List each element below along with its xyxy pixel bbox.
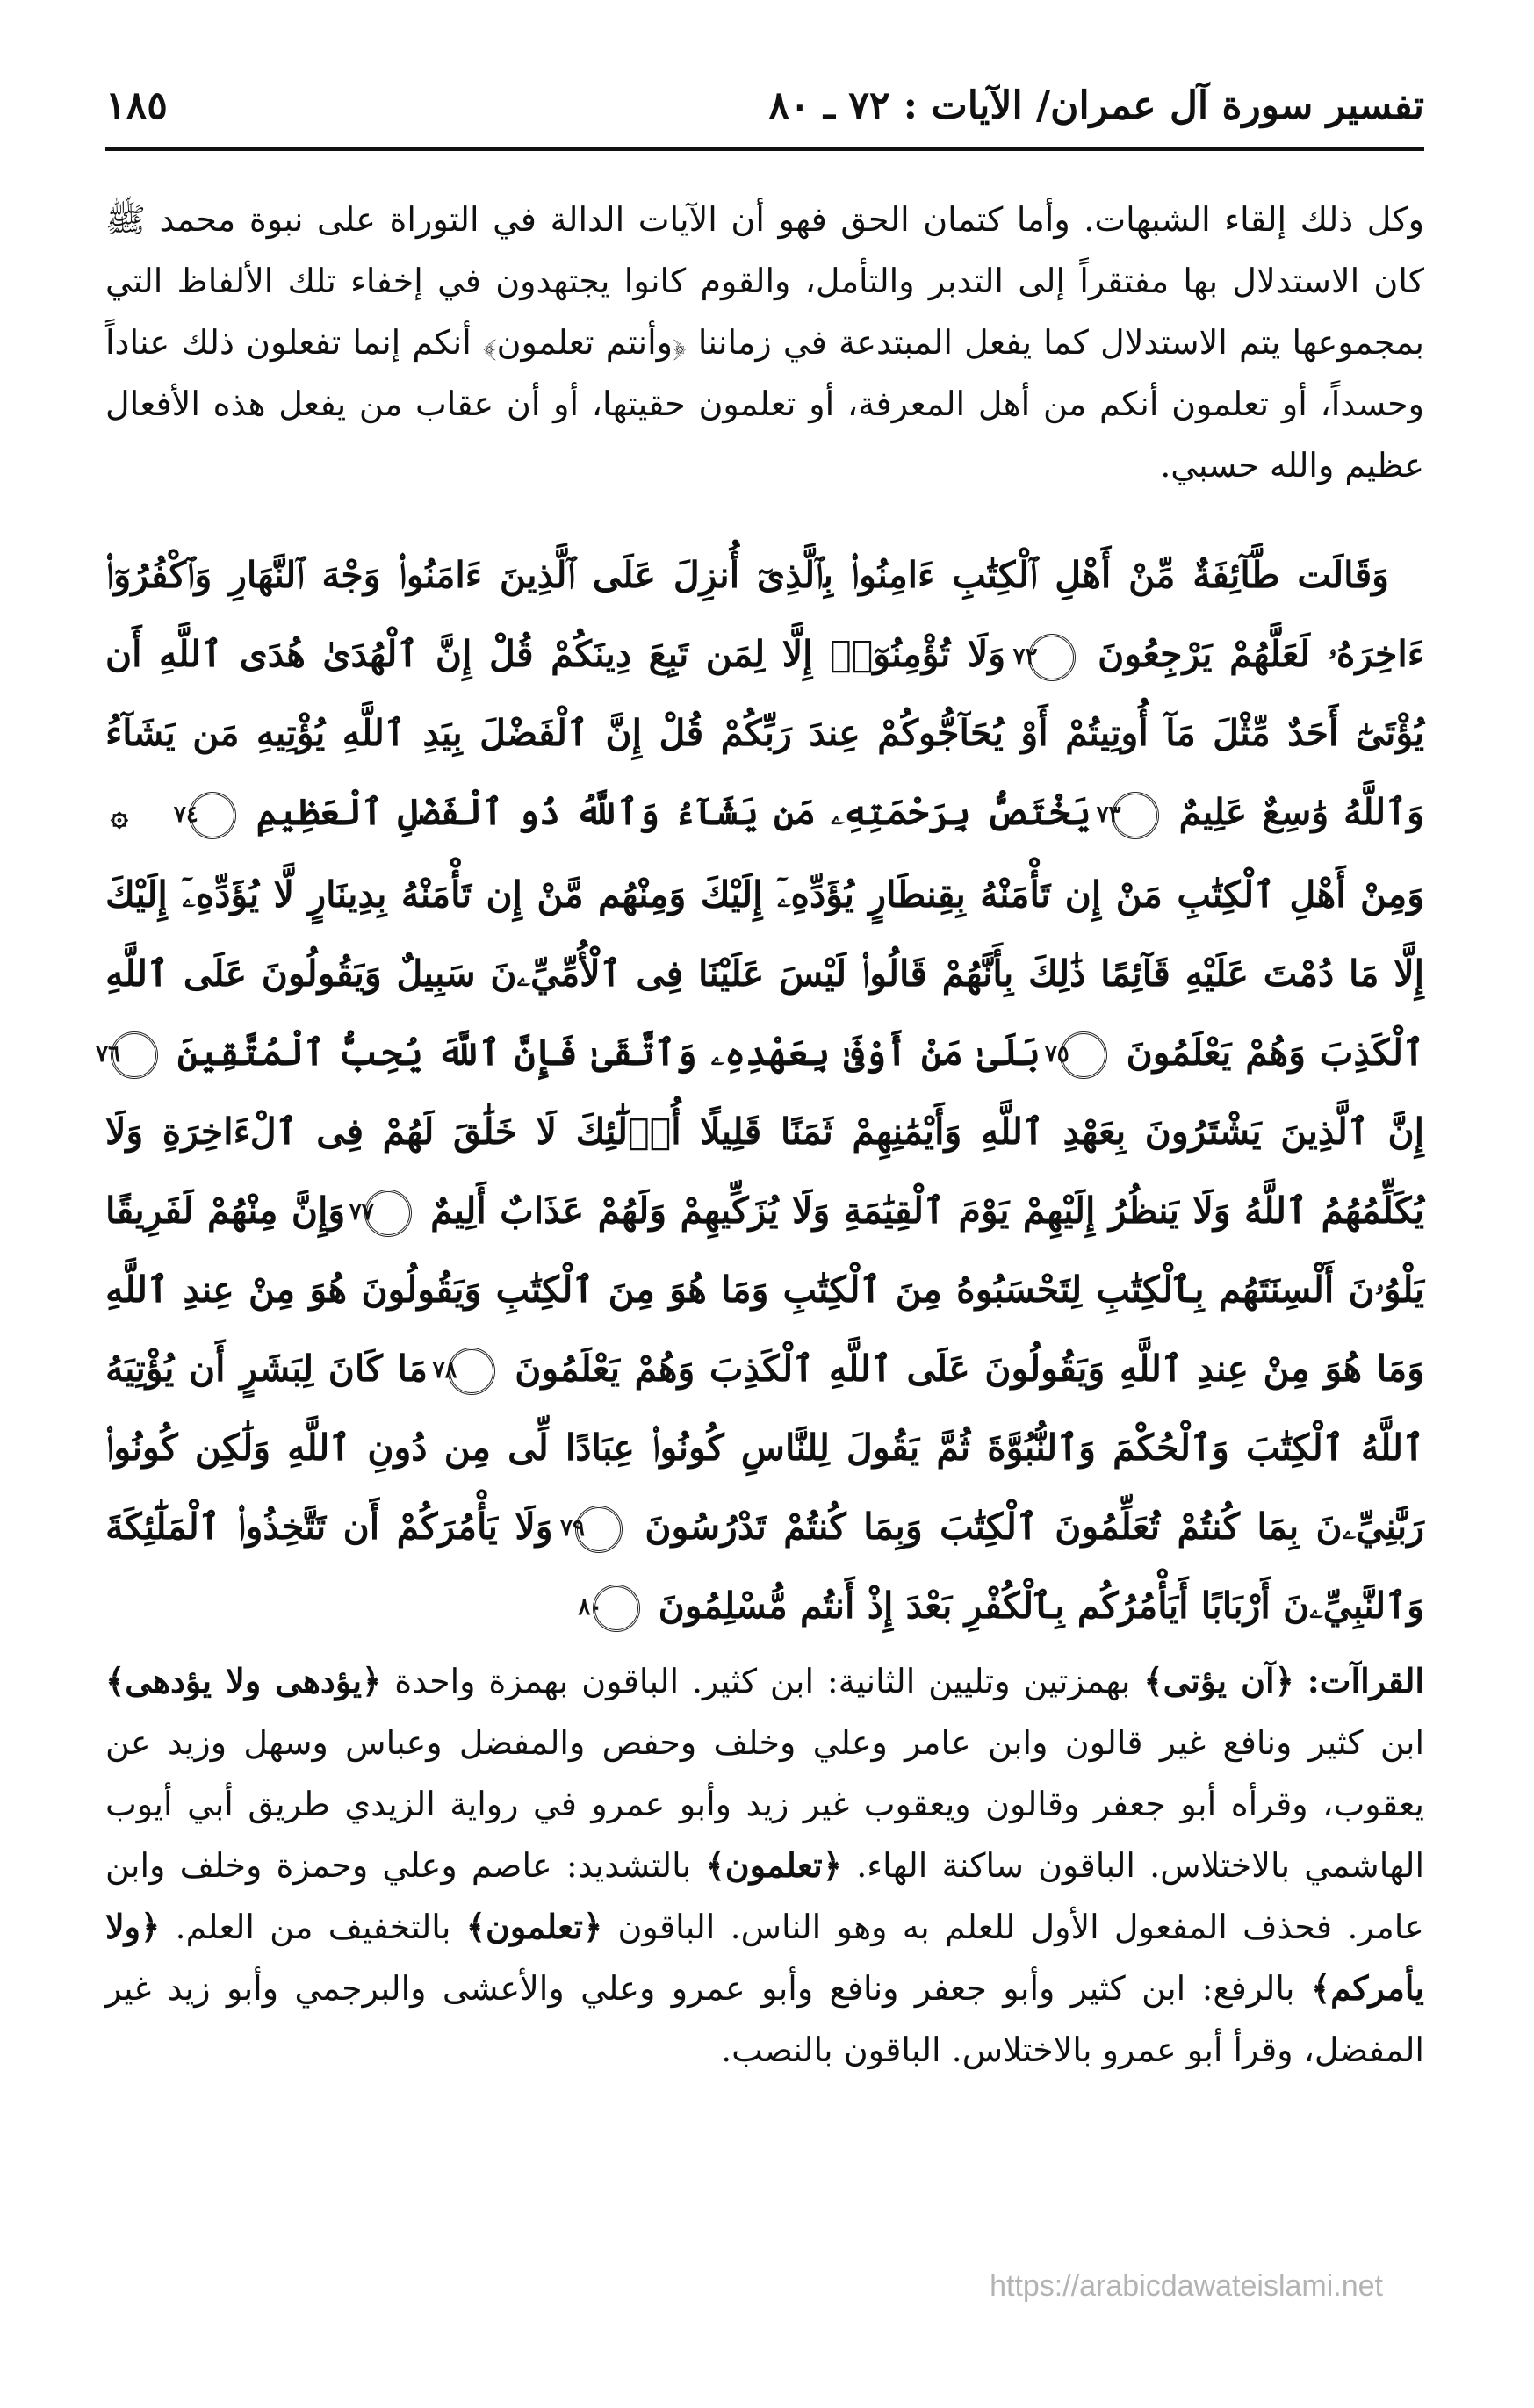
verse-text: يَخْتَصُّ بِرَحْمَتِهِۦ مَن يَشَآءُ وَٱللَّهُ ذُو ٱلْفَضْلِ ٱلْعَظِيمِ [256, 791, 1091, 833]
readings-text: بالتشديد: عاصم وعلي وحمزة وخلف وابن عامر. فحذف المفعول الأول للعلم به وهو الناس. الباقون [105, 1846, 1424, 1946]
verse-text: وَقَالَت طَّآئِفَةٌ مِّنْ أَهْلِ ٱلْكِتَٰبِ ءَامِنُوا۟ بِٱلَّذِىٓ أُنزِلَ عَلَى ٱلَّذِينَ ءَامَنُوا۟ وَجْهَ ٱلنَّهَارِ وَٱكْفُرُوٓا۟ ءَاخِرَهُۥ لَعَلَّهُمْ يَرْجِعُونَ [105, 554, 1424, 675]
ayah-number-marker: ٧٤ [189, 792, 236, 839]
quoted-word: ﴿آن يؤتى﴾ [1143, 1661, 1294, 1700]
quoted-word: ﴿تعلمون﴾ [705, 1845, 842, 1885]
watermark-url: https://arabicdawateislami.net [990, 2269, 1383, 2303]
ayah-number-marker: ٧٦ [111, 1031, 158, 1079]
page-number: ١٨٥ [105, 83, 168, 128]
running-header [105, 83, 1424, 145]
quran-verses-section [96, 536, 1425, 1645]
readings-text: بهمزتين وتليين الثانية: ابن كثير. الباقون بهمزة واحدة [381, 1662, 1144, 1700]
ayah-number-marker: ٨٠ [593, 1585, 640, 1632]
header-title: تفسير سورة آل عمران/ الآيات : ٧٢ ـ ٨٠ [768, 83, 1424, 128]
readings-label: القراآت: [1307, 1661, 1424, 1700]
commentary-paragraph: وكل ذلك إلقاء الشبهات. وأما كتمان الحق فهو أن الآيات الدالة في التوراة على نبوة محمد ﷺ كان الاستدلال بها مفتقراً إلى التدبر والتأمل، والقوم كانوا يجتهدون في إخفاء تلك الألفاظ التي بمجموعها يتم الاستدلال كما يفعل المبتدعة في زماننا ﴿وأنتم تعلمون﴾ أنكم إنما تفعلون ذلك عناداً وحسداً، أو تعلمون أنكم من أهل المعرفة، أو تعلمون حقيتها، أو أن عقاب من يفعل هذه الأفعال عظيم والله حسبي. [105, 200, 1424, 485]
ayah-number-marker: ٧٢ [1028, 634, 1076, 681]
quran-verses [96, 536, 1425, 1645]
verse-text: إِنَّ ٱلَّذِينَ يَشْتَرُونَ بِعَهْدِ ٱللَّهِ وَأَيْمَٰنِهِمْ ثَمَنًا قَلِيلًا أُو۟لَٰٓئِكَ لَا خَلَٰقَ لَهُمْ فِى ٱلْءَاخِرَةِ وَلَا يُكَلِّمُهُمُ ٱللَّهُ وَلَا يَنظُرُ إِلَيْهِمْ يَوْمَ ٱلْقِيَٰمَةِ وَلَا يُزَكِّيهِمْ وَلَهُمْ عَذَابٌ أَلِيمٌ [105, 1110, 1424, 1232]
ayah-number-marker: ٧٥ [1060, 1031, 1107, 1079]
verse-text: وَلَا يَأْمُرَكُمْ أَن تَتَّخِذُوا۟ ٱلْمَلَٰٓئِكَةَ وَٱلنَّبِيِّۦنَ أَرْبَابًا أَيَأْمُرُكُم بِٱلْكُفْرِ بَعْدَ إِذْ أَنتُم مُّسْلِمُونَ [105, 1505, 1424, 1627]
verse-text: وَإِنَّ مِنْهُمْ لَفَرِيقًا يَلْوُۥنَ أَلْسِنَتَهُم بِٱلْكِتَٰبِ لِتَحْسَبُوهُ مِنَ ٱلْكِتَٰبِ وَمَا هُوَ مِنَ ٱلْكِتَٰبِ وَيَقُولُونَ هُوَ مِنْ عِندِ ٱللَّهِ وَمَا هُوَ مِنْ عِندِ ٱللَّهِ وَيَقُولُونَ عَلَى ٱللَّهِ ٱلْكَذِبَ وَهُمْ يَعْلَمُونَ [105, 1189, 1424, 1390]
header-rule [105, 147, 1424, 151]
commentary-section [105, 189, 1424, 496]
readings-text: ابن كثير ونافع غير قالون وابن عامر وعلي وخلف وحفص والمفضل وعباس وسهل وزيد عن يعقوب، وقرأه أبو جعفر وقالون ويعقوب غير زيد وأبو عمرو في رواية الزيدي طريق أبي أيوب الهاشمي بالاختلاس. الباقون ساكنة الهاء. [105, 1723, 1424, 1885]
quoted-word: ﴿تعلمون﴾ [465, 1907, 603, 1946]
hizb-marker-icon: ۞ [111, 797, 128, 833]
verse-text: مَا كَانَ لِبَشَرٍ أَن يُؤْتِيَهُ ٱللَّهُ ٱلْكِتَٰبَ وَٱلْحُكْمَ وَٱلنُّبُوَّةَ ثُمَّ يَقُولَ لِلنَّاسِ كُونُوا۟ عِبَادًا لِّى مِن دُونِ ٱللَّهِ وَلَٰكِن كُونُوا۟ رَبَّٰنِيِّۦنَ بِمَا كُنتُمْ تُعَلِّمُونَ ٱلْكِتَٰبَ وَبِمَا كُنتُمْ تَدْرُسُونَ [105, 1347, 1424, 1548]
ayah-number-marker: ٧٨ [448, 1348, 495, 1395]
ayah-number-marker: ٧٣ [1112, 792, 1159, 839]
readings-section [105, 1650, 1424, 2081]
ayah-number-marker: ٧٩ [575, 1506, 623, 1553]
readings-text: بالتخفيف من العلم. [160, 1908, 466, 1946]
readings-paragraph [105, 1650, 1424, 2081]
verse-text: وَمِنْ أَهْلِ ٱلْكِتَٰبِ مَنْ إِن تَأْمَنْهُ بِقِنطَارٍ يُؤَدِّهِۦٓ إِلَيْكَ وَمِنْهُم مَّنْ إِن تَأْمَنْهُ بِدِينَارٍ لَّا يُؤَدِّهِۦٓ إِلَيْكَ إِلَّا مَا دُمْتَ عَلَيْهِ قَآئِمًا ذَٰلِكَ بِأَنَّهُمْ قَالُوا۟ لَيْسَ عَلَيْنَا فِى ٱلْأُمِّيِّۦنَ سَبِيلٌ وَيَقُولُونَ عَلَى ٱللَّهِ ٱلْكَذِبَ وَهُمْ يَعْلَمُونَ [105, 873, 1425, 1074]
quoted-word: ﴿ولا يأمركم﴾ [105, 1907, 1424, 2008]
ayah-number-marker: ٧٧ [364, 1190, 412, 1237]
readings-text: بالرفع: ابن كثير وأبو جعفر ونافع وأبو عمرو وعلي والأعشى والبرجمي وأبو زيد غير المفضل، وقرأ أبو عمرو بالاختلاس. الباقون بالنصب. [105, 1969, 1424, 2069]
quoted-word: ﴿يؤدهى ولا يؤدهى﴾ [105, 1661, 382, 1700]
verse-text: وَلَا تُؤْمِنُوٓا۟ إِلَّا لِمَن تَبِعَ دِينَكُمْ قُلْ إِنَّ ٱلْهُدَىٰ هُدَى ٱللَّهِ أَن يُؤْتَىٰٓ أَحَدٌ مِّثْلَ مَآ أُوتِيتُمْ أَوْ يُحَآجُّوكُمْ عِندَ رَبِّكُمْ قُلْ إِنَّ ٱلْفَضْلَ بِيَدِ ٱللَّهِ يُؤْتِيهِ مَن يَشَآءُ وَٱللَّهُ وَٰسِعٌ عَلِيمٌ [105, 633, 1424, 833]
verse-text: بَلَىٰ مَنْ أَوْفَىٰ بِعَهْدِهِۦ وَٱتَّقَىٰ فَإِنَّ ٱللَّهَ يُحِبُّ ٱلْمُتَّقِينَ [176, 1031, 1041, 1074]
